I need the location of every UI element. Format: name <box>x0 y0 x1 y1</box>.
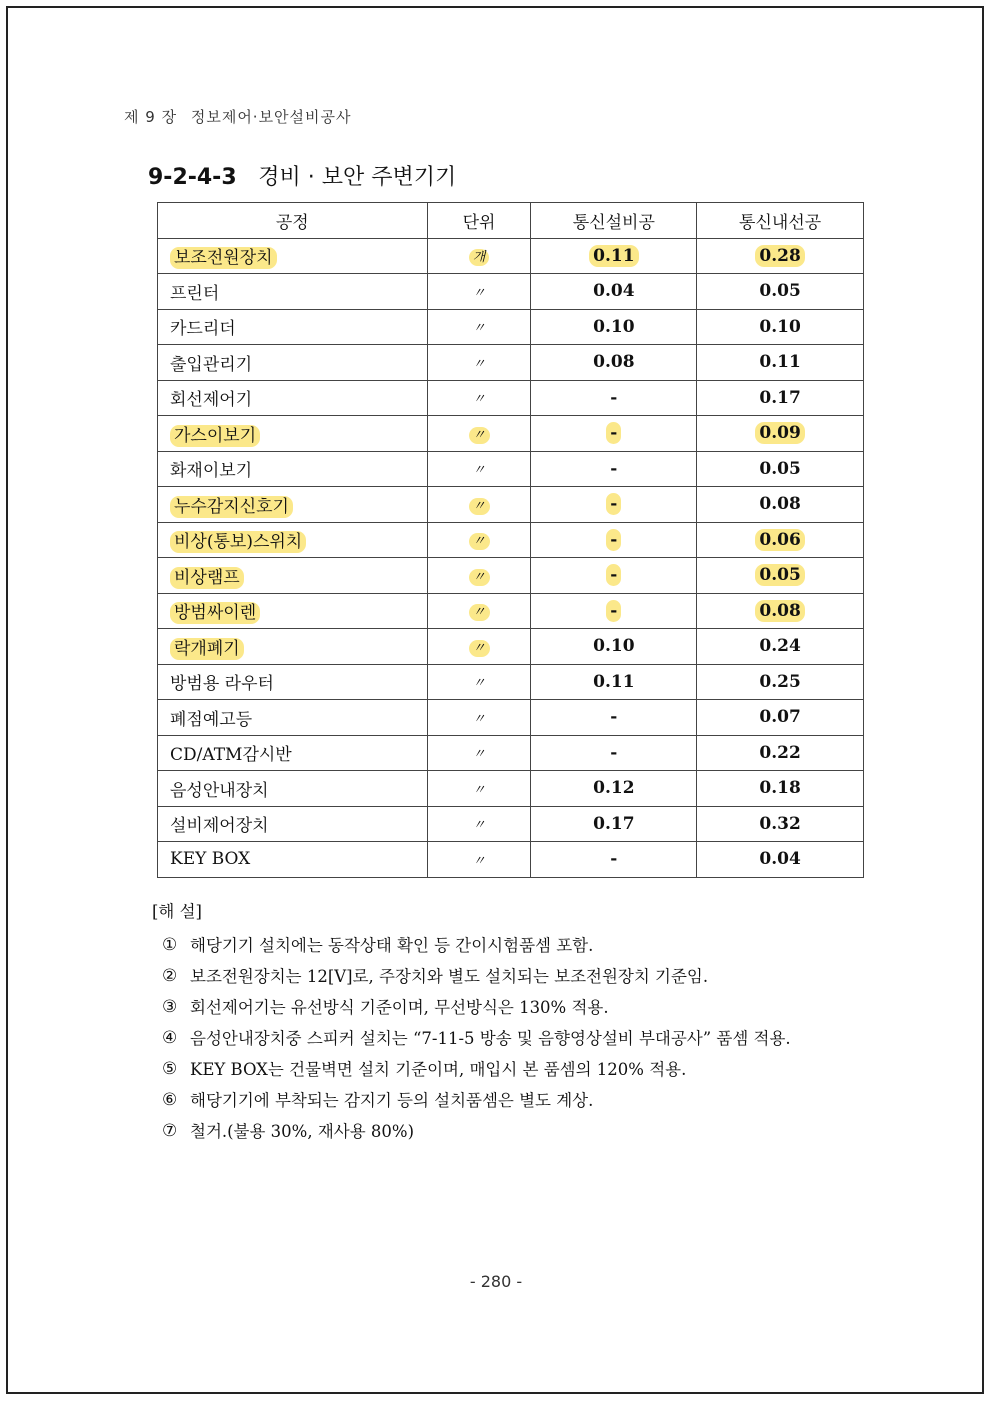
cell-text: 0.17 <box>593 813 635 834</box>
cell-text: 카드리더 <box>170 319 236 340</box>
cell-telecom-equipment <box>531 806 697 842</box>
cell-text: 〃 <box>472 321 486 337</box>
cell-telecom-wiring <box>697 735 864 771</box>
cell-unit <box>427 558 531 594</box>
table-row <box>158 771 864 807</box>
cell-text: 0.10 <box>759 316 801 337</box>
cell-text: 〃 <box>472 285 486 301</box>
cell-text: 방범싸이렌 <box>170 602 260 624</box>
cell-unit <box>427 309 531 345</box>
note-text: 보조전원장치는 12[V]로, 주장치와 별도 설치되는 보조전원장치 기준임. <box>190 967 709 986</box>
cell-text: - <box>610 707 618 728</box>
cell-telecom-equipment <box>531 593 697 629</box>
cell-text: 0.04 <box>593 281 635 302</box>
cell-process <box>158 735 428 771</box>
cell-telecom-wiring <box>697 700 864 736</box>
note-number: ⑥ <box>162 1090 178 1110</box>
cell-unit <box>427 735 531 771</box>
cell-text: 회선제어기 <box>170 390 253 411</box>
chapter-title: 정보제어·보안설비공사 <box>190 108 352 126</box>
cell-unit <box>427 238 531 274</box>
note-item <box>152 1116 892 1147</box>
cell-telecom-wiring <box>697 842 864 878</box>
notes-heading: [해 설] <box>152 902 202 921</box>
cell-telecom-equipment <box>531 345 697 381</box>
cell-telecom-wiring <box>697 629 864 665</box>
cell-telecom-wiring <box>697 451 864 487</box>
table-row <box>158 842 864 878</box>
cell-telecom-equipment <box>531 664 697 700</box>
table-row <box>158 380 864 416</box>
cell-process <box>158 274 428 310</box>
cell-process <box>158 345 428 381</box>
cell-unit <box>427 380 531 416</box>
cell-text: 〃 <box>472 711 486 727</box>
section-name: 경비 · 보안 주변기기 <box>258 165 457 190</box>
cell-unit <box>427 487 531 523</box>
cell-unit <box>427 664 531 700</box>
cell-telecom-equipment <box>531 487 697 523</box>
cell-text: 〃 <box>472 463 486 479</box>
note-number: ④ <box>162 1028 178 1048</box>
cell-text: 0.18 <box>759 778 801 799</box>
cell-text: 설비제어장치 <box>170 816 269 837</box>
cell-telecom-equipment <box>531 416 697 452</box>
cell-text: 비상(통보)스위치 <box>170 531 306 553</box>
cell-unit <box>427 451 531 487</box>
cell-process <box>158 629 428 665</box>
cell-text: 0.05 <box>759 281 801 302</box>
cell-telecom-wiring <box>697 380 864 416</box>
cell-telecom-equipment <box>531 522 697 558</box>
cell-unit <box>427 806 531 842</box>
cell-text: 0.04 <box>759 849 801 870</box>
note-item <box>152 1054 892 1085</box>
note-item <box>152 992 892 1023</box>
cell-text: 0.22 <box>759 742 801 763</box>
cell-telecom-wiring <box>697 345 864 381</box>
cell-text: 음성안내장치 <box>170 780 269 801</box>
cell-telecom-wiring <box>697 309 864 345</box>
cell-text: 0.05 <box>759 458 801 479</box>
notes-section <box>152 898 892 1147</box>
cell-text: 〃 <box>472 782 486 798</box>
table-row <box>158 309 864 345</box>
cell-text: 가스이보기 <box>170 425 260 447</box>
table-row <box>158 274 864 310</box>
cell-process <box>158 238 428 274</box>
cell-unit <box>427 700 531 736</box>
cell-text: 〃 <box>472 356 486 372</box>
cell-text: - <box>606 493 621 515</box>
table-row <box>158 700 864 736</box>
note-text: 해당기기에 부착되는 감지기 등의 설치품셈은 별도 계상. <box>190 1091 594 1110</box>
chapter-header <box>124 106 360 127</box>
cell-text: 0.08 <box>759 494 801 515</box>
cell-telecom-equipment <box>531 735 697 771</box>
col-telecom-wiring: 통신내선공 <box>697 203 864 239</box>
cell-text: 〃 <box>472 853 486 869</box>
cell-text: 비상램프 <box>170 567 244 589</box>
cell-text: 0.12 <box>593 778 635 799</box>
cell-text: 0.24 <box>759 636 801 657</box>
note-text: 음성안내장치중 스피커 설치는 “7-11-5 방송 및 음향영상설비 부대공사” 품셈 적용. <box>190 1029 791 1048</box>
table-row <box>158 735 864 771</box>
cell-process <box>158 451 428 487</box>
cell-text: 〃 <box>472 818 486 834</box>
page-number: - 280 - <box>469 1272 523 1291</box>
cell-telecom-wiring <box>697 416 864 452</box>
cell-telecom-wiring <box>697 558 864 594</box>
cell-unit <box>427 416 531 452</box>
cell-unit <box>427 522 531 558</box>
note-item <box>152 961 892 992</box>
cell-process <box>158 309 428 345</box>
cell-unit <box>427 345 531 381</box>
cell-text: 0.06 <box>755 529 804 551</box>
note-text: KEY BOX는 건물벽면 설치 기준이며, 매입시 본 품셈의 120% 적용. <box>190 1060 687 1079</box>
cell-process <box>158 522 428 558</box>
cell-process <box>158 664 428 700</box>
cell-text: 〃 <box>469 533 490 550</box>
cell-text: 방범용 라우터 <box>170 674 274 695</box>
table-row <box>158 593 864 629</box>
cell-unit <box>427 842 531 878</box>
cell-telecom-wiring <box>697 238 864 274</box>
cell-telecom-wiring <box>697 522 864 558</box>
cell-text: 누수감지신호기 <box>170 496 293 518</box>
cell-process <box>158 806 428 842</box>
table-row <box>158 558 864 594</box>
cell-process <box>158 700 428 736</box>
table-row <box>158 416 864 452</box>
col-process: 공정 <box>158 203 428 239</box>
cell-text: 〃 <box>469 604 490 621</box>
col-telecom-equipment: 통신설비공 <box>531 203 697 239</box>
cell-process <box>158 558 428 594</box>
cell-process <box>158 416 428 452</box>
table-row <box>158 345 864 381</box>
cell-text: 〃 <box>472 676 486 692</box>
section-title <box>148 160 456 191</box>
note-number: ② <box>162 966 178 986</box>
note-text: 철거.(불용 30%, 재사용 80%) <box>190 1122 415 1141</box>
cell-text: 〃 <box>472 747 486 763</box>
table-row <box>158 451 864 487</box>
cell-text: 락개폐기 <box>170 638 244 660</box>
cell-text: 0.25 <box>759 671 801 692</box>
cell-text: 〃 <box>469 640 490 657</box>
cell-telecom-wiring <box>697 806 864 842</box>
cell-process <box>158 487 428 523</box>
cell-telecom-equipment <box>531 451 697 487</box>
cell-text: - <box>610 458 618 479</box>
cell-telecom-wiring <box>697 487 864 523</box>
cell-text: 0.11 <box>589 245 638 267</box>
cell-text: - <box>610 849 618 870</box>
cell-text: - <box>606 600 621 622</box>
cell-unit <box>427 629 531 665</box>
cell-telecom-wiring <box>697 593 864 629</box>
table-row <box>158 664 864 700</box>
cell-text: 0.05 <box>755 564 804 586</box>
cell-text: - <box>606 564 621 586</box>
cell-text: 0.10 <box>593 316 635 337</box>
table-row <box>158 629 864 665</box>
note-number: ⑦ <box>162 1121 178 1141</box>
cell-text: 0.08 <box>593 352 635 373</box>
cell-text: 〃 <box>469 569 490 586</box>
table-row <box>158 487 864 523</box>
cell-text: 출입관리기 <box>170 354 253 375</box>
cell-text: 0.09 <box>755 422 804 444</box>
cell-process <box>158 593 428 629</box>
cell-text: 0.08 <box>755 600 804 622</box>
cell-text: CD/ATM감시반 <box>170 745 292 766</box>
cell-text: 보조전원장치 <box>170 247 277 269</box>
chapter-number: 제 9 장 <box>124 108 178 126</box>
cell-telecom-equipment <box>531 238 697 274</box>
cell-text: 개 <box>469 249 490 266</box>
note-item <box>152 930 892 961</box>
cell-unit <box>427 771 531 807</box>
note-number: ① <box>162 935 178 955</box>
cell-process <box>158 771 428 807</box>
cell-telecom-equipment <box>531 558 697 594</box>
cell-text: 0.11 <box>593 671 635 692</box>
cell-unit <box>427 274 531 310</box>
cell-text: - <box>606 422 621 444</box>
cell-unit <box>427 593 531 629</box>
cell-text: 0.11 <box>759 352 801 373</box>
cell-telecom-wiring <box>697 274 864 310</box>
cell-text: - <box>610 387 618 408</box>
cell-telecom-equipment <box>531 771 697 807</box>
table-row <box>158 238 864 274</box>
table-row <box>158 522 864 558</box>
cell-text: 0.28 <box>755 245 804 267</box>
labor-table <box>157 202 864 878</box>
cell-process <box>158 380 428 416</box>
cell-text: 0.32 <box>759 813 801 834</box>
cell-text: 화재이보기 <box>170 461 253 482</box>
cell-text: 0.17 <box>759 387 801 408</box>
cell-text: 프린터 <box>170 283 220 304</box>
cell-text: 〃 <box>472 392 486 408</box>
cell-text: - <box>610 742 618 763</box>
note-text: 해당기기 설치에는 동작상태 확인 등 간이시험품셈 포함. <box>190 936 594 955</box>
cell-text: - <box>606 529 621 551</box>
cell-telecom-equipment <box>531 700 697 736</box>
cell-telecom-equipment <box>531 629 697 665</box>
note-item <box>152 1023 892 1054</box>
note-number: ⑤ <box>162 1059 178 1079</box>
cell-text: KEY BOX <box>170 849 251 870</box>
cell-text: 폐점예고등 <box>170 709 253 730</box>
cell-telecom-wiring <box>697 664 864 700</box>
cell-telecom-equipment <box>531 309 697 345</box>
note-number: ③ <box>162 997 178 1017</box>
cell-telecom-wiring <box>697 771 864 807</box>
note-item <box>152 1085 892 1116</box>
table-header-row <box>158 203 864 239</box>
col-unit: 단위 <box>427 203 531 239</box>
table-row <box>158 806 864 842</box>
cell-text: 〃 <box>469 427 490 444</box>
cell-telecom-equipment <box>531 274 697 310</box>
cell-text: 〃 <box>469 498 490 515</box>
cell-text: 0.10 <box>593 636 635 657</box>
cell-telecom-equipment <box>531 380 697 416</box>
note-text: 회선제어기는 유선방식 기준이며, 무선방식은 130% 적용. <box>190 998 609 1017</box>
cell-telecom-equipment <box>531 842 697 878</box>
section-number: 9-2-4-3 <box>148 165 237 190</box>
cell-process <box>158 842 428 878</box>
cell-text: 0.07 <box>759 707 801 728</box>
